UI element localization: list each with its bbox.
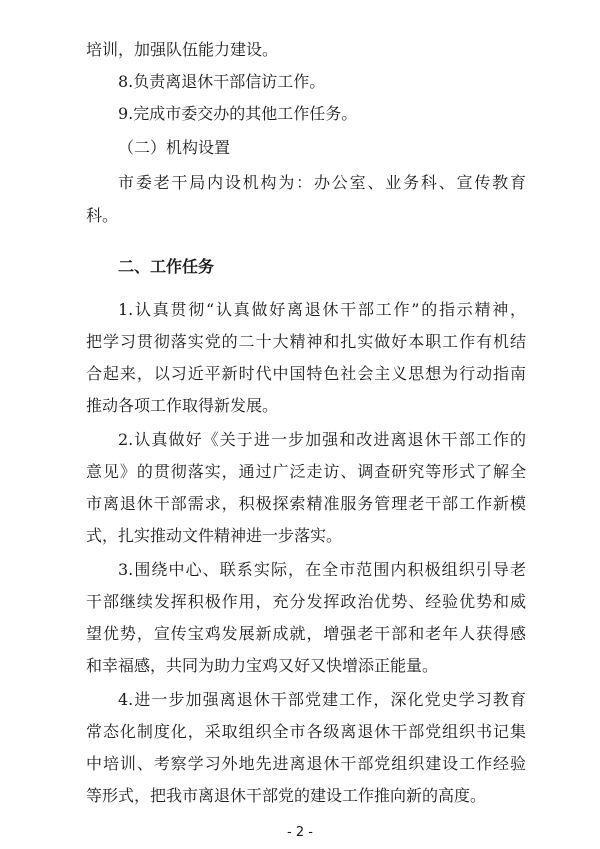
page-number: - 2 - [287,825,313,840]
paragraph-line: 和幸福感，共同为助力宝鸡又好又快增添正能量。 [86,656,439,675]
paragraph-line: 中培训、考察学习外地先进离退休干部党组织建设工作经验 [86,754,526,773]
list-item-8: 8.负责离退休干部信访工作。 [118,72,326,91]
paragraph-line: 等形式，把我市离退休干部党的建设工作推向新的高度。 [86,786,487,805]
paragraph-line: 合起来，以习近平新时代中国特色社会主义思想为行动指南 [86,364,526,383]
paragraph-line: 常态化制度化，采取组织全市各级离退休干部党组织书记集 [86,722,526,741]
paragraph-line: 市离退休干部需求，积极探索精准服务管理老干部工作新模 [86,494,526,513]
text-line: 培训，加强队伍能力建设。 [86,40,279,59]
paragraph-line: 3.围绕中心、联系实际，在全市范围内积极组织引导老 [118,560,526,579]
paragraph-line: 意见》的贯彻落实，通过广泛走访、调查研究等形式了解全 [86,462,526,481]
section-heading: 二、工作任务 [118,257,215,276]
text-line: 市委老干局内设机构为：办公室、业务科、宣传教育 [118,173,526,192]
paragraph-line: 推动各项工作取得新发展。 [86,396,279,415]
paragraph-line: 把学习贯彻落实党的二十大精神和扎实做好本职工作有机结 [86,332,526,351]
paragraph-line: 望优势，宣传宝鸡发展新成就，增强老干部和老年人获得感 [86,624,526,643]
paragraph-line: 式，扎实推动文件精神进一步落实。 [86,526,343,545]
paragraph-line: 干部继续发挥积极作用，充分发挥政治优势、经验优势和威 [86,592,526,611]
text-line: 科。 [86,206,119,225]
paragraph-line: 4.进一步加强离退休干部党建工作，深化党史学习教育 [118,690,526,709]
subsection-heading: （二）机构设置 [118,138,231,157]
paragraph-line: 1.认真贯彻“认真做好离退休干部工作”的指示精神， [118,300,526,319]
list-item-9: 9.完成市委交办的其他工作任务。 [118,104,358,123]
paragraph-line: 2.认真做好《关于进一步加强和改进离退休干部工作的 [118,430,526,449]
